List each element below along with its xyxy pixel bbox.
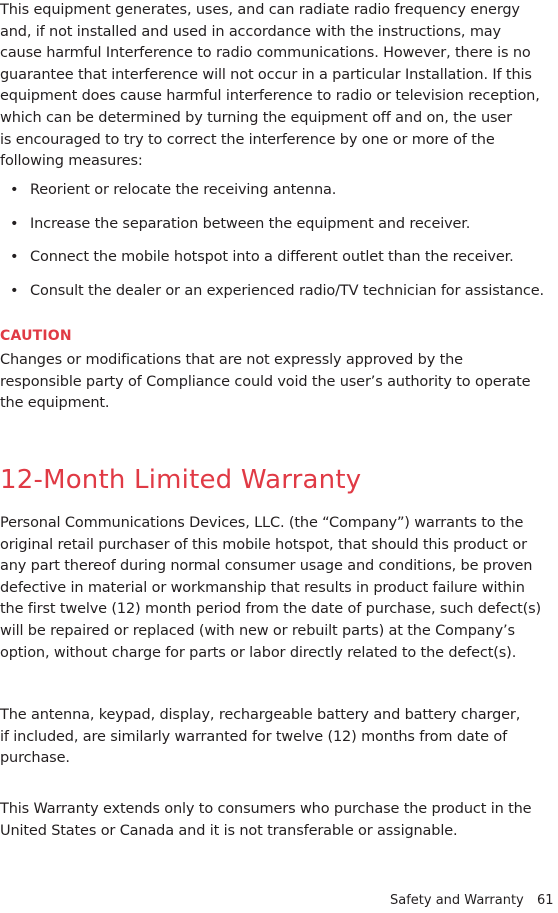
territory-paragraph: [0, 799, 556, 842]
text-line: Personal Communications Devices, LLC. (the “Company”) warrants to the: [0, 515, 524, 531]
list-item-text: Consult the dealer or an experienced radio/TV technician for assistance.: [30, 282, 544, 299]
bullet-icon: •: [10, 249, 19, 265]
list-item: [0, 281, 558, 315]
text-line: purchase.: [0, 750, 70, 767]
list-item: [0, 180, 558, 214]
text-line: the first twelve (12) month period from the date of purchase, such defect(s): [0, 601, 542, 618]
measures-list: [0, 180, 558, 314]
text-line: option, without charge for parts or labor directly related to the defect(s).: [0, 644, 517, 661]
text-line: original retail purchaser of this mobile hotspot, that should this product or: [0, 536, 527, 553]
list-item: [0, 214, 558, 248]
text-line: is encouraged to try to correct the interference by one or more of the: [0, 131, 495, 148]
bullet-icon: •: [10, 282, 19, 299]
text-line: if included, are similarly warranted for twelve (12) months from date of: [0, 728, 508, 745]
text-line: The antenna, keypad, display, rechargeable battery and battery charger,: [0, 707, 521, 723]
text-line: any part thereof during normal consumer usage and conditions, be proven: [0, 558, 533, 575]
text-line: cause harmful Interference to radio communications. However, there is no: [0, 45, 531, 62]
list-item: [0, 247, 558, 281]
text-line: equipment does cause harmful interference to radio or television reception,: [0, 88, 540, 105]
text-line: United States or Canada and it is not transferable or assignable.: [0, 822, 458, 839]
caution-paragraph: [0, 350, 556, 415]
list-item-text: Connect the mobile hotspot into a different outlet than the receiver.: [30, 249, 514, 265]
accessories-paragraph: [0, 705, 556, 770]
interference-paragraph: [0, 0, 556, 173]
text-line: defective in material or workmanship that results in product failure within: [0, 579, 525, 596]
list-item-text: Reorient or relocate the receiving antenna.: [30, 182, 337, 198]
text-line: guarantee that interference will not occur in a particular Installation. If this: [0, 66, 532, 83]
text-line: responsible party of Compliance could void the user’s authority to operate: [0, 373, 531, 390]
bullet-icon: •: [10, 182, 19, 198]
text-line: which can be determined by turning the equipment off and on, the user: [0, 109, 512, 126]
text-line: This Warranty extends only to consumers who purchase the product in the: [0, 801, 532, 817]
footer-section-label: Safety and Warranty: [390, 893, 524, 908]
text-line: will be repaired or replaced (with new or rebuilt parts) at the Company’s: [0, 622, 515, 639]
caution-heading: CAUTION: [0, 328, 72, 344]
text-line: Changes or modifications that are not expressly approved by the: [0, 352, 463, 368]
bullet-icon: •: [10, 215, 19, 232]
text-line: following measures:: [0, 153, 143, 170]
list-item-text: Increase the separation between the equipment and receiver.: [30, 215, 471, 232]
page-number: 61: [537, 893, 554, 908]
text-line: and, if not installed and used in accordance with the instructions, may: [0, 23, 501, 40]
section-title: 12-Month Limited Warranty: [0, 465, 362, 495]
warranty-paragraph: [0, 513, 556, 664]
text-line: This equipment generates, uses, and can radiate radio frequency energy: [0, 2, 520, 18]
text-line: the equipment.: [0, 395, 110, 412]
